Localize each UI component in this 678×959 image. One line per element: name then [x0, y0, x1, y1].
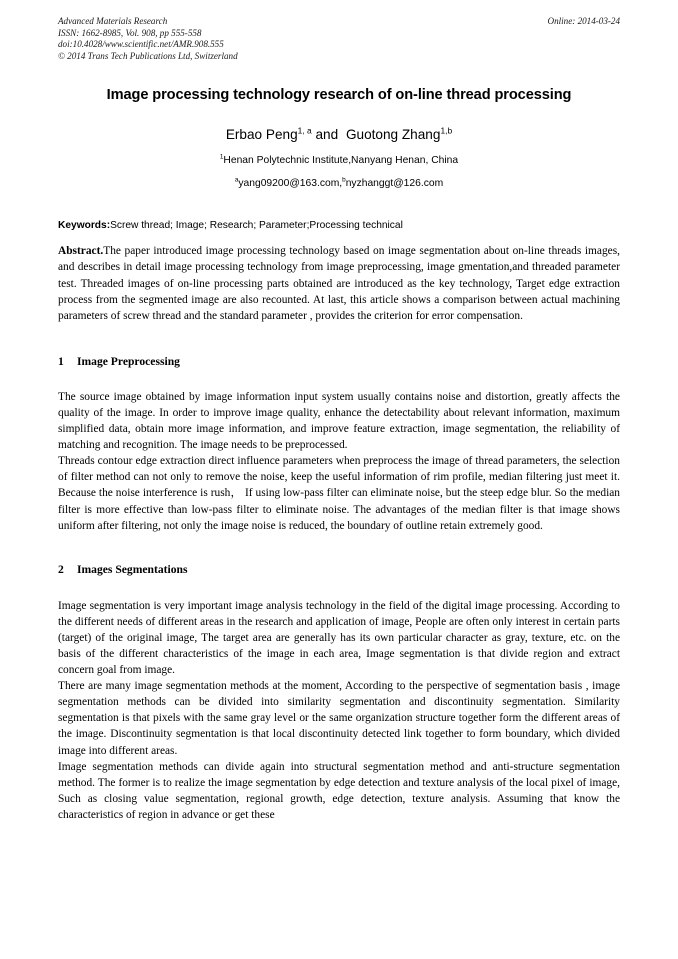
- paragraph: There are many image segmentation methods at the moment, According to the perspective of segmentation basis , image segmentation methods can be divided into similarity segmentation and discontinuity segmentation. Similarity segmentation is that pixels with the same gray level or the same organization structure together form the different areas of the image. Discontinuity segmentation is that local discontinuity detected link together to form boundary, which divided image into different areas.: [58, 680, 620, 757]
- affiliation-text: Henan Polytechnic Institute,Nanyang Henan, China: [223, 155, 459, 167]
- journal-issn-line: ISSN: 1662-8985, Vol. 908, pp 555-558: [58, 27, 202, 38]
- author-one-affiliation-marker: 1, a: [297, 125, 312, 136]
- author-list: [58, 126, 620, 143]
- page-title: Image processing technology research of on-line thread processing: [106, 87, 572, 104]
- keywords-value: Screw thread; Image; Research; Parameter;Processing technical: [110, 220, 403, 232]
- paragraph: The source image obtained by image information input system usually contains noise and distortion, greatly affects the quality of the image. In order to improve image quality, enhance the detectability about relevant information, maximum simplified data, obtain more image information, and improve feature extraction, image segmentation, the reliability of matching and recognition. The image needs to be preprocessed.: [58, 390, 620, 452]
- section-1: [58, 354, 620, 534]
- email-line: [58, 177, 620, 191]
- journal-copyright-line: © 2014 Trans Tech Publications Ltd, Switzerland: [58, 50, 238, 61]
- journal-name: Advanced Materials Research: [58, 16, 168, 26]
- paragraph: Image segmentation methods can divide again into structural segmentation method and anti-structure segmentation method. The former is to realize the image segmentation by edge detection and texture analysis of the local pixel of image, Such as closing value segmentation, regional growth, edge detection, texture analysis. Assuming that know the characteristics of region in advance or get these: [58, 760, 620, 821]
- affiliation-line: [58, 154, 620, 168]
- abstract-block: [58, 243, 620, 323]
- journal-header-left: [58, 16, 478, 62]
- email-marker-b: b: [342, 176, 346, 184]
- keywords-line: [58, 219, 620, 233]
- section-1-number: 1: [58, 354, 64, 368]
- online-publication-date: Online: 2014-03-24: [547, 16, 620, 26]
- abstract-text: The paper introduced image processing technology based on image segmentation about on-line threads images, and describes in detail image processing technology from image preprocessing, image gmentation,and threaded parameter test. Threaded images of on-line processing parts obtained are introduced as the key technology, Target edge extraction process from the segmented image are also recounted. At last, this article shows a comparison between actual machining parameters of screw thread and the standard parameter , provides the criterion for error compensation.: [58, 245, 620, 322]
- section-1-heading: [58, 354, 620, 369]
- author-conjunction: and: [315, 127, 339, 143]
- abstract-label: Abstract.: [58, 245, 104, 258]
- affiliation-marker: 1: [219, 153, 224, 161]
- paragraph: Image segmentation is very important image analysis technology in the field of the digital image processing. According to the different needs of different areas in the research and application of image, People are often only interest in certain parts (target) of the original image, The target area are generally has its own particular character as gray, texture, etc. on the basis of the different characteristics of the image in each area, Image segmentation is that divide region and extract concern goal from image.: [58, 599, 620, 677]
- email-address-b[interactable]: nyzhanggt@126.com: [345, 178, 444, 190]
- section-1-body: [58, 389, 620, 534]
- keywords-label: Keywords:: [58, 220, 111, 232]
- email-address-a[interactable]: yang09200@163.com,: [238, 178, 343, 190]
- author-two-affiliation-marker: 1,b: [440, 125, 453, 136]
- journal-header: [58, 16, 620, 62]
- section-2-body: [58, 598, 620, 823]
- email-marker-a: a: [234, 176, 239, 184]
- section-2-heading: [58, 562, 620, 577]
- section-2: [58, 562, 620, 823]
- page-content: [58, 16, 620, 823]
- section-1-title: Image Preprocessing: [77, 354, 180, 368]
- author-one-name: Erbao Peng: [225, 127, 298, 143]
- journal-doi-line: doi:10.4028/www.scientific.net/AMR.908.555: [58, 39, 224, 50]
- section-2-number: 2: [58, 562, 64, 576]
- section-2-title: Images Segmentations: [77, 562, 188, 576]
- paragraph: Threads contour edge extraction direct influence parameters when preprocess the image of thread parameters, the selection of filter method can not only to remove the noise, keep the useful information of rim profile, median filtering just meet it. Because the noise interference is rush， If using low-pass filter can eliminate noise, but the steep edge blur. So the median filter is more effective than low-pass filter to eliminate noise. The advantages of the median filter is that image shows uniform after filtering, not only the image noise is reduced, the boundary of outline retain extremely good.: [58, 455, 620, 532]
- author-two-name: Guotong Zhang: [345, 127, 441, 143]
